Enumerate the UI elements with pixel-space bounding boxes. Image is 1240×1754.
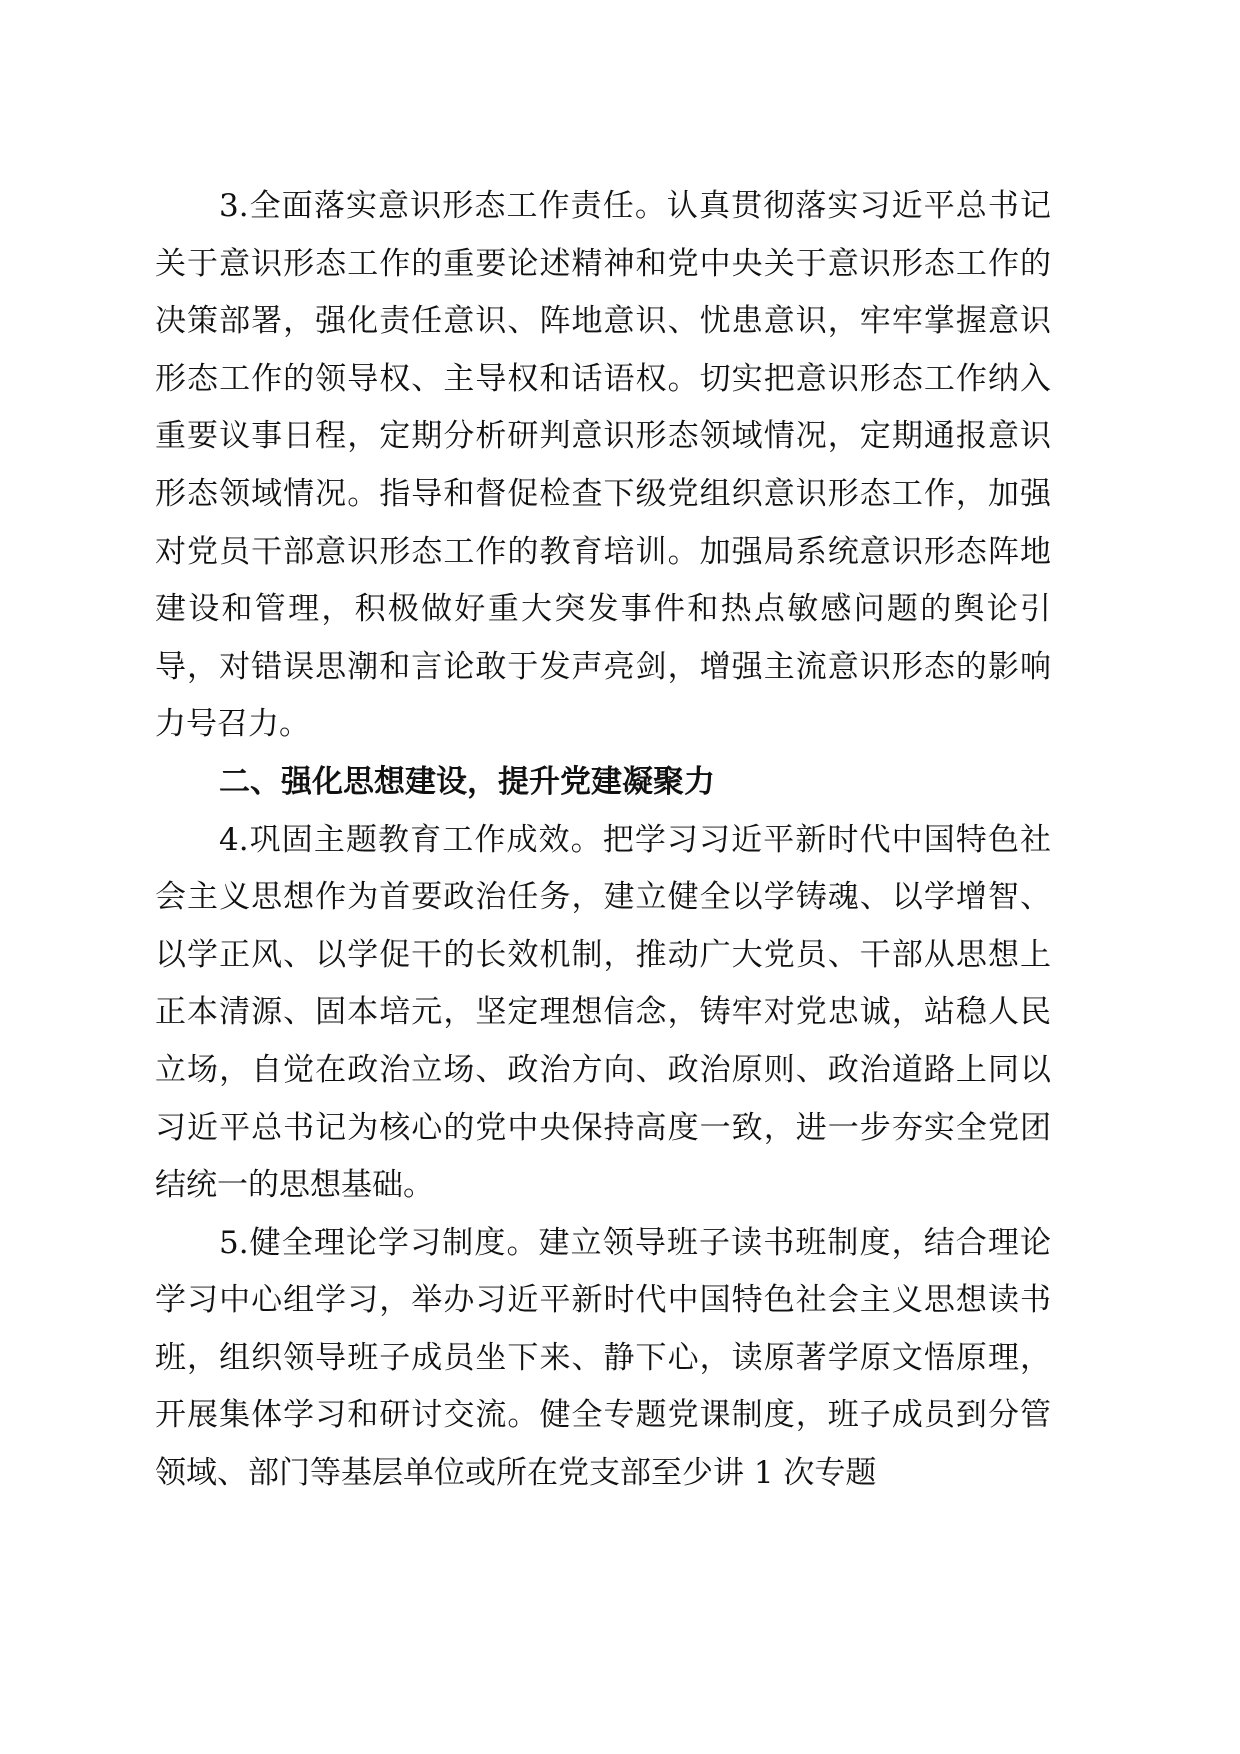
paragraph-4: 4.巩固主题教育工作成效。把学习习近平新时代中国特色社会主义思想作为首要政治任务，建立健全以学铸魂、以学增智、以学正风、以学促干的长效机制，推动广大党员、干部从思想上正本清源、固本培元，坚定理想信念，铸牢对党忠诚，站稳人民立场，自觉在政治立场、政治方向、政治原则、政治道路上同以习近平总书记为核心的党中央保持高度一致，进一步夯实全党团结统一的思想基础。 <box>155 821 1051 1204</box>
document-body <box>155 178 1051 1503</box>
section-heading-2: 二、强化思想建设，提升党建凝聚力 <box>219 763 715 800</box>
paragraph-5: 5.健全理论学习制度。建立领导班子读书班制度，结合理论学习中心组学习，举办习近平新时代中国特色社会主义思想读书班，组织领导班子成员坐下来、静下心，读原著学原文悟原理，开展集体学习和研讨交流。健全专题党课制度，班子成员到分管领域、部门等基层单位或所在党支部至少讲 1 次专题 <box>155 1224 1051 1492</box>
paragraph-3: 3.全面落实意识形态工作责任。认真贯彻落实习近平总书记关于意识形态工作的重要论述精神和党中央关于意识形态工作的决策部署，强化责任意识、阵地意识、忧患意识，牢牢掌握意识形态工作的领导权、主导权和话语权。切实把意识形态工作纳入重要议事日程，定期分析研判意识形态领域情况，定期通报意识形态领域情况。指导和督促检查下级党组织意识形态工作，加强对党员干部意识形态工作的教育培训。加强局系统意识形态阵地建设和管理，积极做好重大突发事件和热点敏感问题的舆论引导，对错误思潮和言论敢于发声亮剑，增强主流意识形态的影响力号召力。 <box>155 188 1051 743</box>
